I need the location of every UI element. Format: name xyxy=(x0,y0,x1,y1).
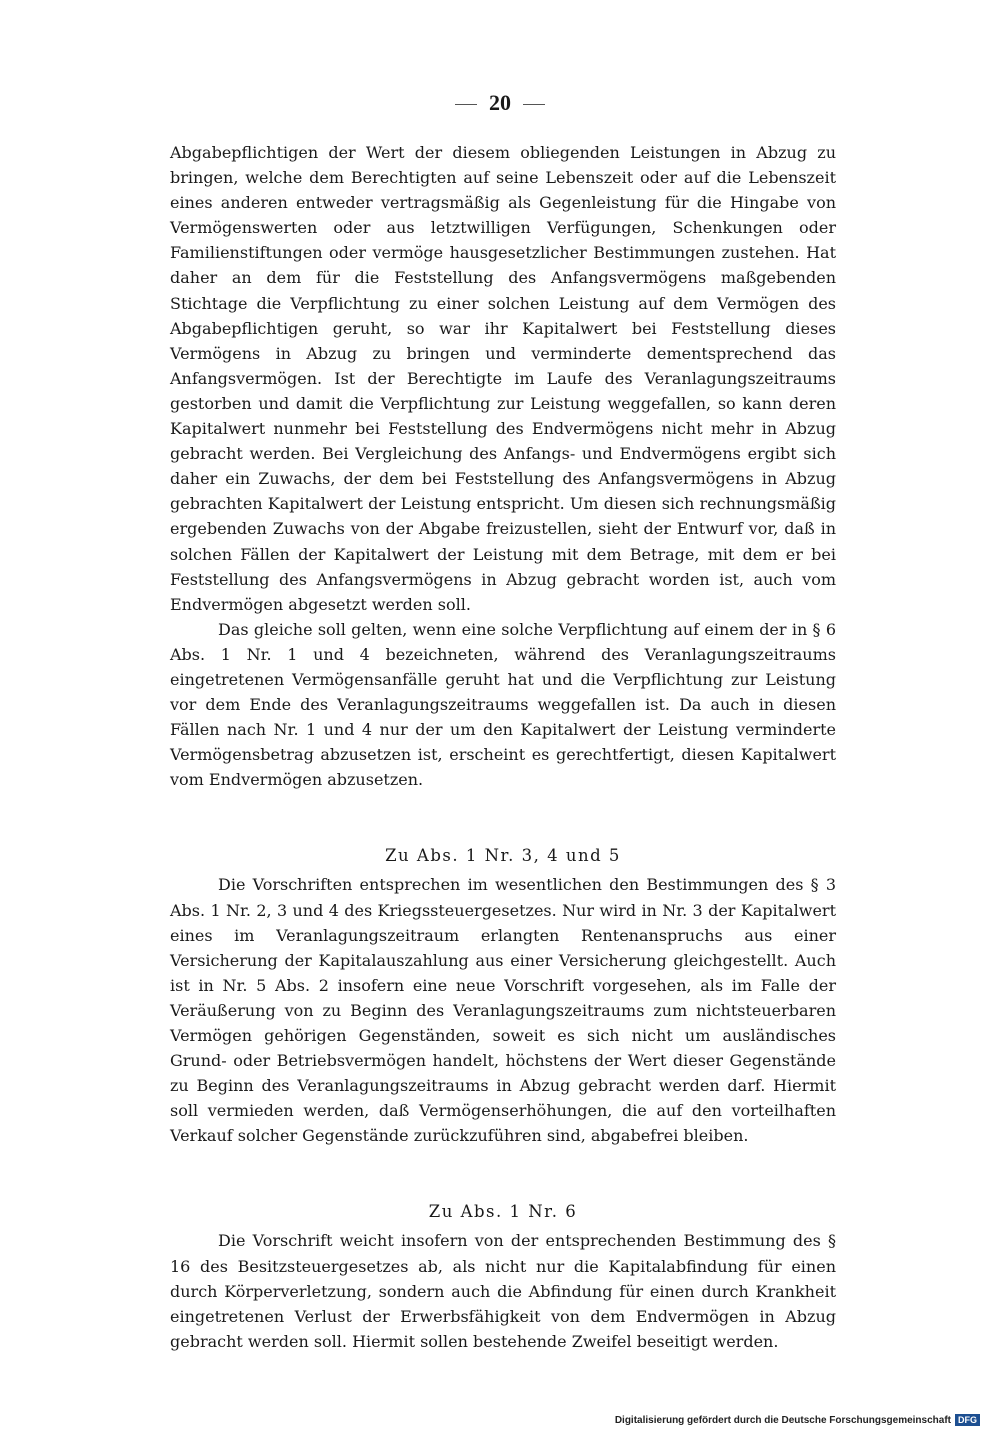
paragraph-obligation: Das gleiche soll gelten, wenn eine solche Verpflichtung auf einem der in § 6 Abs. 1 Nr. 1 und 4 bezeichneten, während des Veranlagungszeitraums eingetretenen Vermögensanfälle geruht hat und die Verpflichtung zur Leistung vor dem Ende des Veranlagungszeitraums weggefallen ist. Da auch in diesen Fällen nach Nr. 1 und 4 nur der um den Kapitalwert der Leistung verminderte Vermögensbetrag abzusetzen ist, erscheint es gerechtfertigt, diesen Kapitalwert vom Endvermögen abzusetzen. xyxy=(170,619,836,790)
footer-text: Digitalisierung gefördert durch die Deutsche Forschungsgemeinschaft xyxy=(614,1414,951,1426)
page-header xyxy=(0,90,1000,116)
paragraph-nr-6: Die Vorschrift weicht insofern von der entsprechenden Bestimmung des § 16 des Besitzsteuergesetzes ab, als nicht nur die Kapitalabfindung für einen durch Körperverletzung, sondern auch die Abfindung für einen durch Krankheit eingetretenen Verlust der Erwerbsfähigkeit von dem Endvermögen in Abzug gebracht werden soll. Hiermit sollen bestehende Zweifel beseitigt werden. xyxy=(170,1231,836,1351)
paragraph-continuation: Abgabepflichtigen der Wert der diesem obliegenden Leistungen in Abzug zu bringen, welche dem Berechtigten auf seine Lebenszeit oder auf die Lebenszeit eines anderen entweder vertragsmäßig als Gegenleistung für die Hingabe von Vermögenswerten oder aus letztwilligen Verfügungen, Schenkungen oder Familienstiftungen oder vermöge hausgesetzlicher Bestimmungen zustehen. Hat daher an dem für die Feststellung des Anfangsvermögens maßgebenden Stichtage die Verpflichtung zu einer solchen Leistung auf dem Vermögen des Abgabepflichtigen geruht, so war ihr Kapitalwert bei Feststellung dieses Vermögens in Abzug zu bringen und verminderte dementsprechend das Anfangsvermögen. Ist der Berechtigte im Laufe des Veranlagungszeitraums gestorben und damit die Verpflichtung zur Leistung weggefallen, so kann deren Kapitalwert nunmehr bei Feststellung des Endvermögens nicht mehr in Abzug gebracht werden. Bei Vergleichung des Anfangs- und Endvermögens ergibt sich daher ein Zuwachs, der dem bei Feststellung des Anfangsvermögens in Abzug gebrachten Kapitalwert der Leistung entspricht. Um diesen sich rechnungsmäßig ergebenden Zuwachs von der Abgabe freizustellen, sieht der Entwurf vor, daß in solchen Fällen der Kapitalwert der Leistung mit dem Betrage, mit dem er bei Feststellung des Anfangsvermögens in Abzug gebracht worden ist, auch vom Endvermögen abgesetzt werden soll. xyxy=(170,143,836,614)
document-body xyxy=(170,140,836,1354)
digitization-footer xyxy=(615,1414,980,1426)
header-dash-left xyxy=(455,104,477,105)
section-heading-nr-3-4-5: Zu Abs. 1 Nr. 3, 4 und 5 xyxy=(385,846,621,866)
section-heading-nr-6: Zu Abs. 1 Nr. 6 xyxy=(428,1202,578,1222)
page-number: 20 xyxy=(489,90,511,115)
header-dash-right xyxy=(523,104,545,105)
dfg-logo: DFG xyxy=(955,1414,980,1426)
paragraph-nr-3-4-5: Die Vorschriften entsprechen im wesentlichen den Bestimmungen des § 3 Abs. 1 Nr. 2, 3 und 4 des Kriegssteuergesetzes. Nur wird in Nr. 3 der Kapitalwert eines im Veranlagungszeitraum erlangten Rentenanspruchs aus einer Versicherung der Kapitalauszahlung aus einer Versicherung gleichgestellt. Auch ist in Nr. 5 Abs. 2 insofern eine neue Vorschrift vorgesehen, als im Falle der Veräußerung von zu Beginn des Veranlagungszeitraums zum nichtsteuerbaren Vermögen gehörigen Gegenständen, soweit es sich nicht um ausländisches Grund- oder Betriebsvermögen handelt, höchstens der Wert dieser Gegenstände zu Beginn des Veranlagungszeitraums in Abzug gebracht werden darf. Hiermit soll vermieden werden, daß Vermögenserhöhungen, die auf den vorteilhaften Verkauf solcher Gegenstände zurückzuführen sind, abgabefrei bleiben. xyxy=(170,875,836,1146)
